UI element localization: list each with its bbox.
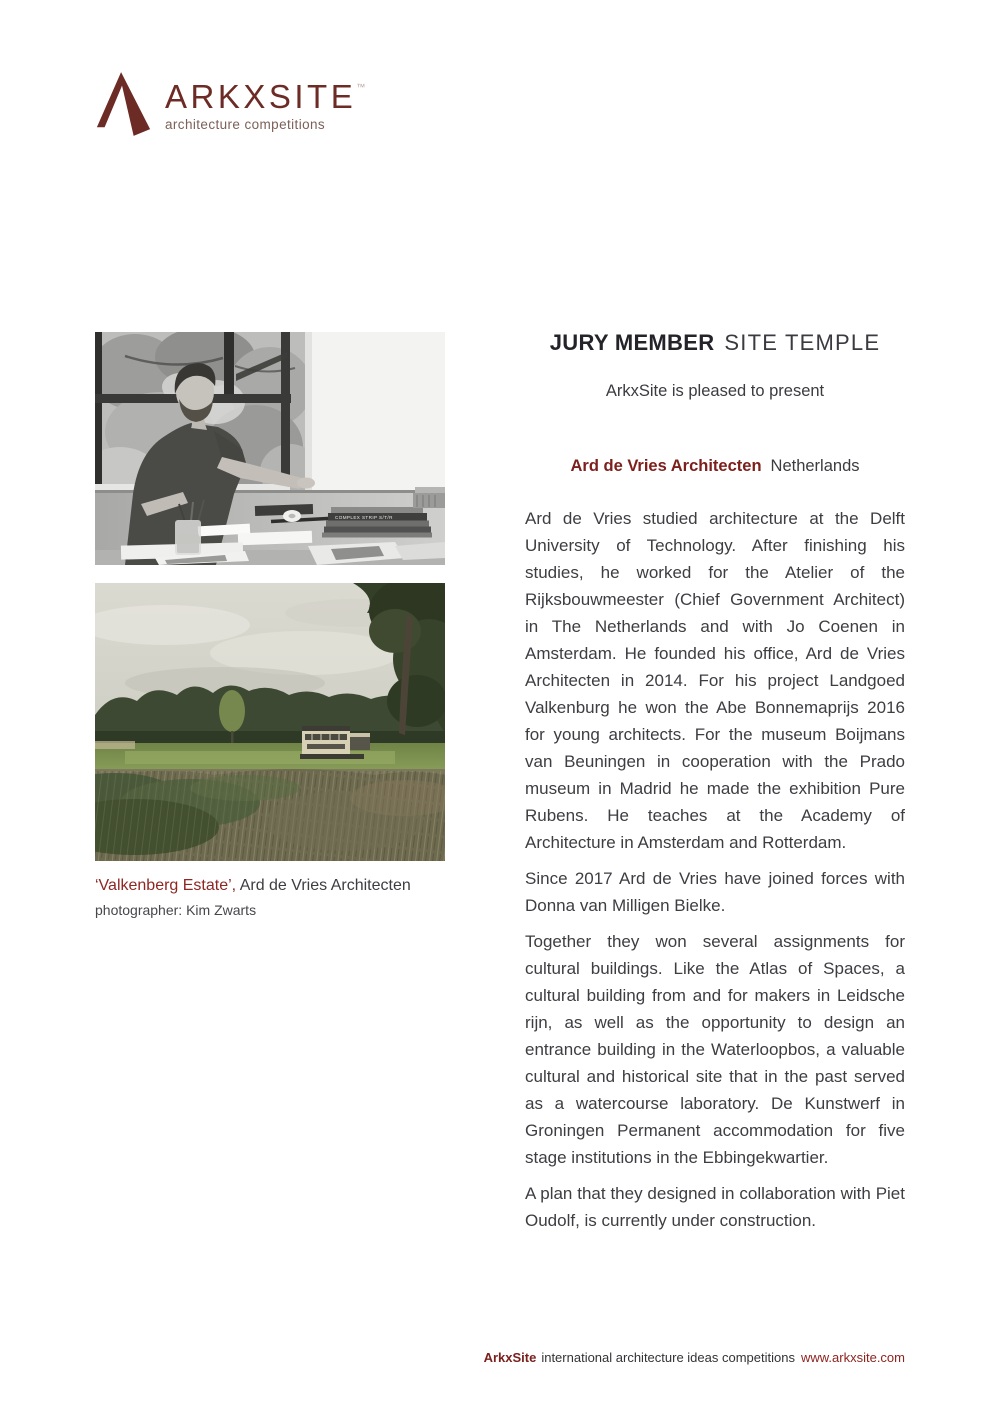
arkxsite-logo	[93, 72, 365, 136]
page-title-site-temple: SITE TEMPLE	[724, 330, 881, 355]
footer-text: international architecture ideas competitions	[541, 1350, 795, 1365]
logo-text	[165, 72, 365, 132]
landscape-photo-illustration	[95, 583, 445, 861]
arkxsite-logo-mark-icon	[93, 72, 153, 136]
white-wall	[308, 332, 445, 507]
logo-trademark: ™	[356, 82, 366, 92]
jury-country: Netherlands	[770, 457, 860, 475]
page-title	[525, 330, 905, 356]
bio-paragraph-1: Ard de Vries studied architecture at the Delft University of Technology. After finishing his studies, he worked for the Atelier of the Rijksbouwmeester (Chief Government Architect) in The Netherlands and with Jo Coenen in Amsterdam. He founded his office, Ard de Vries Architecten in 2014. For his project Landgoed Valkenburg he won the Abe Bonnemaprijs 2016 for young architects. For the museum Boijmans van Beuningen in cooperation with the Prado museum in Madrid he made the exhibition Pure Rubens. He teaches at the Academy of Architecture in Amsterdam and Rotterdam.	[525, 509, 905, 852]
portrait-photo-illustration	[95, 332, 445, 565]
book-spine-text: COMPLEX STRIP S/T/R	[335, 515, 393, 520]
caption-photographer: photographer: Kim Zwarts	[95, 902, 257, 918]
jury-name: Ard de Vries Architecten	[570, 457, 762, 475]
footer-url-link[interactable]: www.arkxsite.com	[800, 1350, 905, 1365]
jury-name-line	[525, 457, 905, 476]
logo-tagline: architecture competitions	[165, 117, 326, 132]
photo-caption	[95, 877, 465, 918]
page-title-jury-member: JURY MEMBER	[549, 330, 715, 355]
caption-credit: Ard de Vries Architecten	[236, 877, 411, 894]
logo-brand	[165, 80, 365, 113]
intro-line: ArkxSite is pleased to present	[605, 382, 825, 400]
portrait-photo	[95, 332, 445, 565]
foreground-grass	[95, 769, 445, 861]
caption-project-title: ‘Valkenberg Estate’,	[95, 877, 237, 894]
footer-brand: ArkxSite	[483, 1350, 537, 1365]
landscape-photo	[95, 583, 445, 861]
bio-paragraph-4: A plan that they designed in collaboration with Piet Oudolf, is currently under construction.	[525, 1184, 905, 1230]
caption-line-1	[95, 877, 465, 895]
footer	[325, 1350, 905, 1365]
biography-text	[525, 505, 905, 1234]
bio-paragraph-2: Since 2017 Ard de Vries have joined forces with Donna van Milligen Bielke.	[525, 869, 905, 915]
bio-paragraph-3: Together they won several assignments for cultural buildings. Like the Atlas of Spaces, a cultural building from and for makers in Leidsche rijn, as well as the opportunity to design an entrance building in the Waterloopbos, a valuable cultural and historical site that in the past served as a watercourse laboratory. De Kunstwerf in Groningen Permanent accommodation for five stage institutions in the Ebbingekwartier.	[525, 932, 905, 1167]
logo-brand-word: ARKXSITE	[165, 78, 357, 115]
content-column	[525, 330, 905, 1243]
